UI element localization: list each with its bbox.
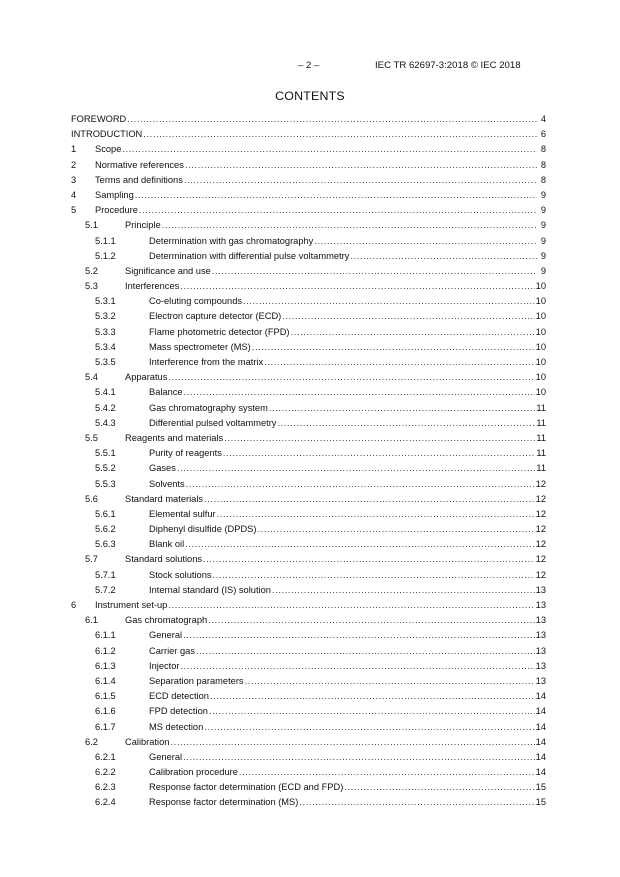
toc-entry-page: 13 [535,645,546,656]
dot-leader [170,737,534,747]
toc-entry-page: 9 [540,205,546,216]
toc-entry-page: 14 [535,691,546,702]
toc-entry-page: 10 [535,311,546,322]
dot-leader [122,144,537,154]
toc-entry-label: Gases [149,463,176,474]
toc-entry-number: 6.2.1 [95,751,116,762]
toc-entry[interactable] [71,175,546,190]
dot-leader [181,661,535,671]
toc-entry-label: Sampling [95,189,134,200]
toc-entry-page: 10 [535,357,546,367]
toc-entry[interactable] [71,311,546,326]
toc-entry-label: Standard materials [125,493,204,504]
toc-entry[interactable] [71,129,546,144]
toc-entry-label: Blank oil [149,539,185,550]
toc-entry-label: FOREWORD [71,114,127,124]
toc-entry[interactable] [71,357,546,372]
toc-entry-page: 4 [540,114,546,124]
toc-entry-number: 5.6 [85,493,98,504]
toc-entry-label: Internal standard (IS) solution [149,584,271,595]
dot-leader [139,205,537,215]
toc-entry-number: 5.6.3 [95,539,116,550]
toc-entry[interactable] [71,509,546,524]
toc-entry[interactable] [71,554,546,569]
toc-entry-label: Elemental sulfur [149,508,216,519]
toc-entry-number: 5.3.4 [95,341,116,352]
toc-entry[interactable] [71,114,546,129]
dot-leader [185,539,535,549]
toc-entry-label: Response factor determination (ECD and FPD) [149,782,344,793]
toc-entry-label: Procedure [95,205,138,216]
toc-entry-number: 5.1 [85,220,98,231]
toc-entry-page: 10 [535,296,546,307]
toc-entry[interactable] [71,236,546,251]
toc-entry-number: 5.7.1 [95,569,116,580]
toc-entry-number: 5.2 [85,265,98,276]
toc-entry-page: 10 [535,281,546,292]
toc-entry-label: Mass spectrometer (MS) [149,341,251,352]
toc-entry-number: 5.3.1 [95,296,116,307]
toc-entry-page: 10 [535,372,546,383]
toc-entry[interactable] [71,418,546,433]
toc-entry[interactable] [71,600,546,615]
toc-entry[interactable] [71,387,546,402]
toc-entry-page: 12 [535,539,546,550]
toc-entry-number: 6.2.2 [95,767,116,778]
dot-leader [245,676,535,686]
toc-entry[interactable] [71,615,546,630]
toc-entry-label: Purity of reagents [149,448,222,459]
toc-entry-label: Apparatus [125,372,168,383]
toc-entry[interactable] [71,782,546,797]
toc-entry-page: 14 [535,721,546,732]
toc-entry-page: 9 [540,250,546,261]
toc-entry-page: 11 [536,417,546,428]
dot-leader [162,220,537,230]
toc-entry-number: 5.4.1 [95,387,116,398]
dot-leader [299,797,534,807]
toc-entry-number: 5 [71,205,77,216]
dot-leader [184,387,535,397]
toc-entry-number: 5.1.2 [95,250,116,261]
toc-entry[interactable] [71,160,546,175]
toc-entry-page: 9 [540,189,546,200]
toc-entry-page: 12 [535,508,546,519]
toc-entry-label: Differential pulsed voltammetry [149,417,277,428]
toc-entry-page: 10 [535,326,546,337]
dot-leader [208,615,534,625]
dot-leader [224,433,535,443]
dot-leader [209,706,535,716]
dot-leader [252,342,535,352]
toc-entry[interactable] [71,372,546,387]
toc-entry-label: Determination with differential pulse voltammetry [149,250,350,261]
toc-entry-label: Scope [95,144,122,155]
dot-leader [168,600,534,610]
toc-entry[interactable] [71,539,546,554]
toc-entry-page: 12 [535,554,546,565]
page-header [0,60,620,76]
toc-entry-label: MS detection [149,721,204,732]
dot-leader [204,722,534,732]
toc-entry-label: Separation parameters [149,675,244,686]
toc-entry[interactable] [71,463,546,478]
toc-entry-number: 6 [71,600,77,610]
toc-entry[interactable] [71,205,546,220]
dot-leader [185,160,537,170]
toc-entry-page: 13 [535,675,546,686]
dot-leader [143,129,537,139]
toc-entry-number: 1 [71,144,77,155]
toc-entry-label: General [149,751,183,762]
toc-entry[interactable] [71,524,546,539]
toc-entry-number: 5.7 [85,554,98,565]
toc-entry[interactable] [71,190,546,205]
dot-leader [203,554,535,564]
document-id: IEC TR 62697-3:2018 © IEC 2018 [375,60,521,71]
toc-entry-label: Standard solutions [125,554,203,565]
toc-entry-page: 13 [535,660,546,671]
toc-entry-label: Interference from the matrix [149,357,264,367]
toc-entry-number: 5.4.2 [95,402,116,413]
toc-entry-page: 11 [536,448,546,459]
toc-entry-label: Solvents [149,478,185,489]
toc-entry-page: 6 [540,129,546,140]
dot-leader [257,524,534,534]
toc-entry-page: 13 [535,615,546,626]
dot-leader [239,767,535,777]
toc-entry-page: 8 [540,174,546,185]
toc-entry[interactable] [71,448,546,463]
dot-leader [291,327,535,337]
toc-entry-label: Flame photometric detector (FPD) [149,326,290,337]
dot-leader [204,494,535,504]
toc-entry-number: 6.1 [85,615,98,626]
toc-entry-label: Balance [149,387,183,398]
dot-leader [183,752,535,762]
toc-entry-page: 11 [536,402,546,413]
toc-entry[interactable] [71,661,546,676]
dot-leader [217,509,535,519]
toc-entry-number: 6.1.4 [95,675,116,686]
toc-entry-label: Instrument set-up [95,600,168,610]
toc-entry-label: General [149,630,183,641]
toc-entry-number: 4 [71,189,77,200]
toc-entry-number: 2 [71,159,77,170]
toc-entry-label: INTRODUCTION [71,129,143,140]
dot-leader [264,357,534,367]
page-number: – 2 – [298,60,320,71]
toc-entry-number: 5.3.5 [95,357,116,367]
toc-entry-number: 6.2 [85,736,98,747]
toc-entry-page: 9 [540,235,546,246]
dot-leader [344,782,534,792]
toc-entry[interactable] [71,327,546,342]
toc-entry-page: 10 [535,387,546,398]
dot-leader [269,403,536,413]
toc-entry[interactable] [71,266,546,281]
toc-entry[interactable] [71,144,546,159]
toc-entry-number: 6.2.4 [95,797,116,808]
toc-entry[interactable] [71,585,546,600]
dot-leader [212,266,537,276]
toc-entry-number: 5.7.2 [95,584,116,595]
toc-entry-label: Reagents and materials [125,432,224,443]
toc-entry-number: 5.4.3 [95,417,116,428]
toc-entry-label: Co-eluting compounds [149,296,243,307]
dot-leader [127,114,537,124]
dot-leader [314,236,537,246]
toc-entry-number: 5.6.1 [95,508,116,519]
toc-entry-page: 9 [540,220,546,231]
toc-entry-page: 13 [535,600,546,610]
toc-entry[interactable] [71,342,546,357]
dot-leader [277,418,535,428]
page-title: CONTENTS [275,89,345,103]
dot-leader [168,372,534,382]
toc-entry-number: 6.1.3 [95,660,116,671]
toc-entry-page: 11 [536,463,546,474]
toc-entry[interactable] [71,646,546,661]
table-of-contents [71,114,546,813]
toc-entry-number: 6.1.5 [95,691,116,702]
dot-leader [272,585,535,595]
toc-entry-number: 6.1.1 [95,630,116,641]
toc-entry-page: 13 [535,630,546,641]
toc-entry-page: 11 [536,432,546,443]
toc-entry-number: 5.6.2 [95,524,116,535]
dot-leader [282,311,534,321]
toc-entry-label: Diphenyl disulfide (DPDS) [149,524,257,535]
dot-leader [196,646,535,656]
toc-entry-page: 8 [540,159,546,170]
toc-entry-number: 6.1.2 [95,645,116,656]
toc-entry-page: 14 [535,767,546,778]
toc-entry[interactable] [71,630,546,645]
toc-entry-number: 5.4 [85,372,98,383]
toc-entry-page: 10 [535,341,546,352]
toc-entry-label: Determination with gas chromatography [149,235,314,246]
toc-entry[interactable] [71,281,546,296]
toc-entry-label: FPD detection [149,706,208,717]
toc-entry-label: Calibration procedure [149,767,238,778]
toc-entry-label: Significance and use [125,265,211,276]
dot-leader [177,463,535,473]
toc-entry[interactable] [71,251,546,266]
toc-entry-label: Stock solutions [149,569,212,580]
toc-entry-number: 6.1.6 [95,706,116,717]
toc-entry-label: Terms and definitions [95,174,183,185]
toc-entry[interactable] [71,797,546,812]
toc-entry[interactable] [71,296,546,311]
toc-entry-number: 3 [71,174,77,185]
toc-entry[interactable] [71,220,546,235]
toc-entry-page: 13 [535,584,546,595]
toc-entry[interactable] [71,570,546,585]
toc-entry-label: Gas chromatograph [125,615,208,626]
toc-entry-page: 9 [540,265,546,276]
toc-entry-label: ECD detection [149,691,209,702]
toc-entry-number: 5.5 [85,432,98,443]
toc-entry-page: 12 [535,493,546,504]
dot-leader [180,281,534,291]
toc-entry-page: 14 [535,706,546,717]
toc-entry[interactable] [71,676,546,691]
dot-leader [243,296,535,306]
toc-entry-label: Gas chromatography system [149,402,268,413]
toc-entry-number: 5.3.3 [95,326,116,337]
toc-entry-page: 14 [535,751,546,762]
dot-leader [135,190,537,200]
toc-entry-page: 15 [535,797,546,808]
toc-entry-number: 5.5.3 [95,478,116,489]
toc-entry[interactable] [71,767,546,782]
toc-entry-page: 12 [535,524,546,535]
dot-leader [183,630,535,640]
toc-entry[interactable] [71,479,546,494]
toc-entry-number: 5.3 [85,281,98,292]
toc-entry[interactable] [71,433,546,448]
toc-entry-number: 5.5.1 [95,448,116,459]
toc-entry-label: Electron capture detector (ECD) [149,311,282,322]
toc-entry-number: 5.3.2 [95,311,116,322]
dot-leader [186,479,535,489]
toc-entry[interactable] [71,737,546,752]
dot-leader [184,175,537,185]
dot-leader [350,251,537,261]
toc-entry-label: Calibration [125,736,170,747]
toc-entry-label: Carrier gas [149,645,195,656]
dot-leader [213,570,535,580]
toc-entry[interactable] [71,494,546,509]
toc-entry[interactable] [71,722,546,737]
toc-entry-label: Normative references [95,159,184,170]
toc-entry-number: 5.5.2 [95,463,116,474]
toc-entry-label: Interferences [125,281,180,292]
toc-entry-page: 12 [535,569,546,580]
toc-entry-page: 15 [535,782,546,793]
toc-entry-label: Principle [125,220,161,231]
toc-entry-label: Injector [149,660,180,671]
toc-entry[interactable] [71,752,546,767]
dot-leader [223,448,535,458]
toc-entry[interactable] [71,691,546,706]
dot-leader [210,691,535,701]
toc-entry[interactable] [71,706,546,721]
toc-entry-page: 8 [540,144,546,155]
toc-entry-number: 6.1.7 [95,721,116,732]
toc-entry-page: 12 [535,478,546,489]
toc-entry[interactable] [71,403,546,418]
toc-entry-number: 5.1.1 [95,235,116,246]
toc-entry-page: 14 [535,736,546,747]
toc-entry-label: Response factor determination (MS) [149,797,299,808]
toc-entry-number: 6.2.3 [95,782,116,793]
